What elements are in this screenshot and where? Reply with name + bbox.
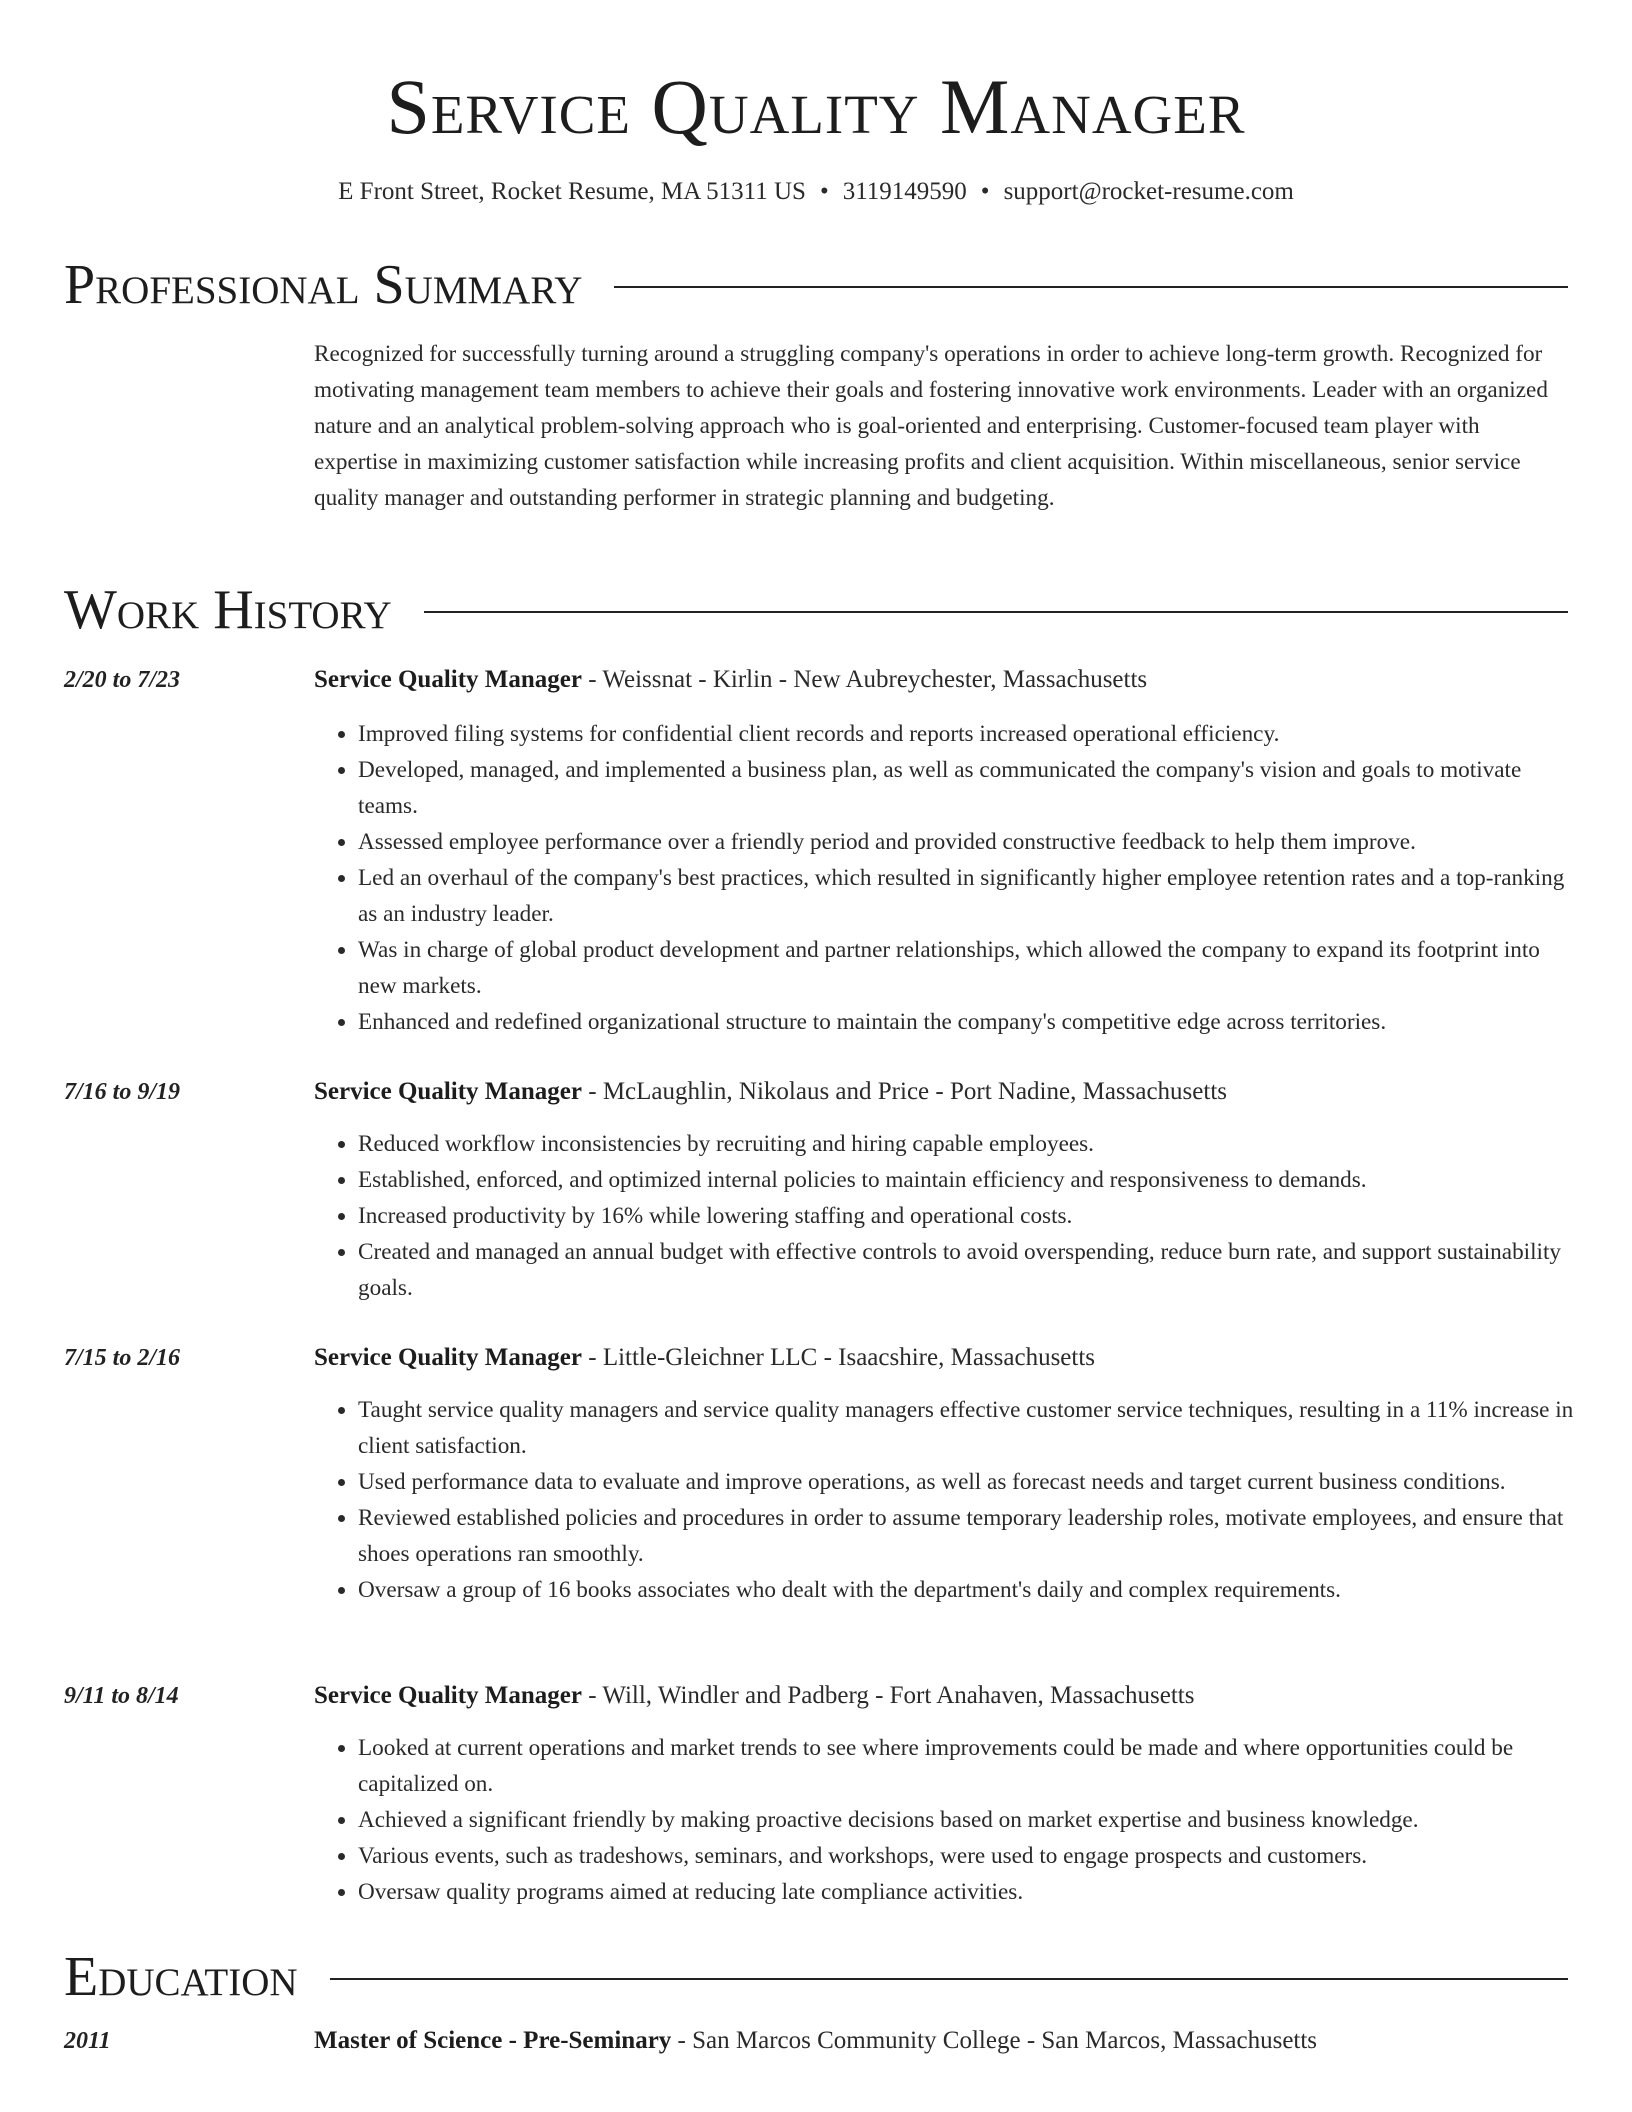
job-details: - Weissnat - Kirlin - New Aubreychester, Massachusetts xyxy=(582,666,1148,693)
education-year: 2011 xyxy=(64,2028,111,2054)
contact-separator: • xyxy=(819,178,829,205)
resume-name-title: Service Quality Manager xyxy=(386,63,1246,150)
section-header-summary xyxy=(64,250,1568,320)
job-bullet: • Taught service quality managers and service quality managers effective customer service techniques, resulting in a 11% increase in client satisfaction. xyxy=(358,1392,1574,1464)
job-title: Service Quality Manager xyxy=(314,666,582,693)
job-heading xyxy=(314,1680,1194,1712)
job-bullet: • Established, enforced, and optimized internal policies to maintain efficiency and responsiveness to demands. xyxy=(358,1162,1574,1198)
job-title: Service Quality Manager xyxy=(314,1682,582,1709)
education-details: - San Marcos Community College - San Marcos, Massachusetts xyxy=(671,2027,1318,2054)
job-bullets xyxy=(314,1126,1574,1306)
section-divider xyxy=(330,1978,1568,1980)
job-bullet: • Increased productivity by 16% while lowering staffing and operational costs. xyxy=(358,1198,1574,1234)
job-bullet: • Improved filing systems for confidential client records and reports increased operational efficiency. xyxy=(358,716,1574,752)
job-bullets xyxy=(314,716,1574,1040)
job-bullets xyxy=(314,1730,1574,1910)
education-degree: Master of Science - Pre-Seminary xyxy=(314,2027,672,2054)
section-title-education: Education xyxy=(64,1946,298,2008)
contact-separator: • xyxy=(980,178,990,205)
contact-address: E Front Street, Rocket Resume, MA 51311 US xyxy=(338,178,806,205)
job-bullet: • Assessed employee performance over a friendly period and provided constructive feedback to help them improve. xyxy=(358,824,1574,860)
section-title-summary: Professional Summary xyxy=(64,254,583,316)
job-details: - Little-Gleichner LLC - Isaacshire, Massachusetts xyxy=(582,1344,1096,1371)
job-bullet: • Various events, such as tradeshows, seminars, and workshops, were used to engage prospects and customers. xyxy=(358,1838,1574,1874)
education-heading xyxy=(314,2025,1317,2057)
job-heading xyxy=(314,1342,1095,1374)
job-bullet: • Reviewed established policies and procedures in order to assume temporary leadership roles, motivate employees, and ensure that shoes operations ran smoothly. xyxy=(358,1500,1574,1572)
job-bullet: • Oversaw a group of 16 books associates who dealt with the department's daily and complex requirements. xyxy=(358,1572,1574,1608)
job-dates: 7/15 to 2/16 xyxy=(64,1345,181,1371)
contact-phone: 3119149590 xyxy=(842,178,967,205)
job-bullet: • Reduced workflow inconsistencies by recruiting and hiring capable employees. xyxy=(358,1126,1574,1162)
job-bullet: • Looked at current operations and market trends to see where improvements could be made and where opportunities could be capitalized on. xyxy=(358,1730,1574,1802)
job-bullet: • Led an overhaul of the company's best practices, which resulted in significantly higher employee retention rates and a top-ranking as an industry leader. xyxy=(358,860,1574,932)
section-divider xyxy=(424,611,1568,613)
job-dates: 9/11 to 8/14 xyxy=(64,1683,179,1709)
job-bullet: • Developed, managed, and implemented a business plan, as well as communicated the company's vision and goals to motivate teams. xyxy=(358,752,1574,824)
job-details: - Will, Windler and Padberg - Fort Anahaven, Massachusetts xyxy=(582,1682,1195,1709)
section-divider xyxy=(614,286,1568,288)
job-bullet: • Oversaw quality programs aimed at reducing late compliance activities. xyxy=(358,1874,1574,1910)
job-title: Service Quality Manager xyxy=(314,1344,582,1371)
job-heading xyxy=(314,664,1147,696)
job-details: - McLaughlin, Nikolaus and Price - Port Nadine, Massachusetts xyxy=(582,1078,1228,1105)
job-bullet: • Enhanced and redefined organizational structure to maintain the company's competitive edge across territories. xyxy=(358,1004,1574,1040)
job-dates: 2/20 to 7/23 xyxy=(64,667,181,693)
section-title-work: Work History xyxy=(64,579,392,641)
contact-email: support@rocket-resume.com xyxy=(1003,178,1294,205)
job-bullet: • Achieved a significant friendly by making proactive decisions based on market expertise and business knowledge. xyxy=(358,1802,1574,1838)
job-dates: 7/16 to 9/19 xyxy=(64,1079,181,1105)
job-heading xyxy=(314,1076,1227,1108)
section-header-work xyxy=(64,575,1568,645)
job-bullet: • Used performance data to evaluate and improve operations, as well as forecast needs and target current business conditions. xyxy=(358,1464,1574,1500)
job-title: Service Quality Manager xyxy=(314,1078,582,1105)
job-bullets xyxy=(314,1392,1574,1608)
job-bullet: • Created and managed an annual budget with effective controls to avoid overspending, reduce burn rate, and support sustainability goals. xyxy=(358,1234,1574,1306)
professional-summary-text: Recognized for successfully turning around a struggling company's operations in order to achieve long-term growth. Recognized for motivating management team members to achieve their goals and fostering innovative work environments. Leader with an organized nature and an analytical problem-solving approach who is goal-oriented and enterprising. Customer-focused team player with expertise in maximizing customer satisfaction while increasing profits and client acquisition. Within miscellaneous, senior service quality manager and outstanding performer in strategic planning and budgeting. xyxy=(314,341,1548,511)
job-bullet: • Was in charge of global product development and partner relationships, which allowed the company to expand its footprint into new markets. xyxy=(358,932,1574,1004)
contact-line xyxy=(0,176,1632,208)
section-header-education xyxy=(64,1942,1568,2012)
